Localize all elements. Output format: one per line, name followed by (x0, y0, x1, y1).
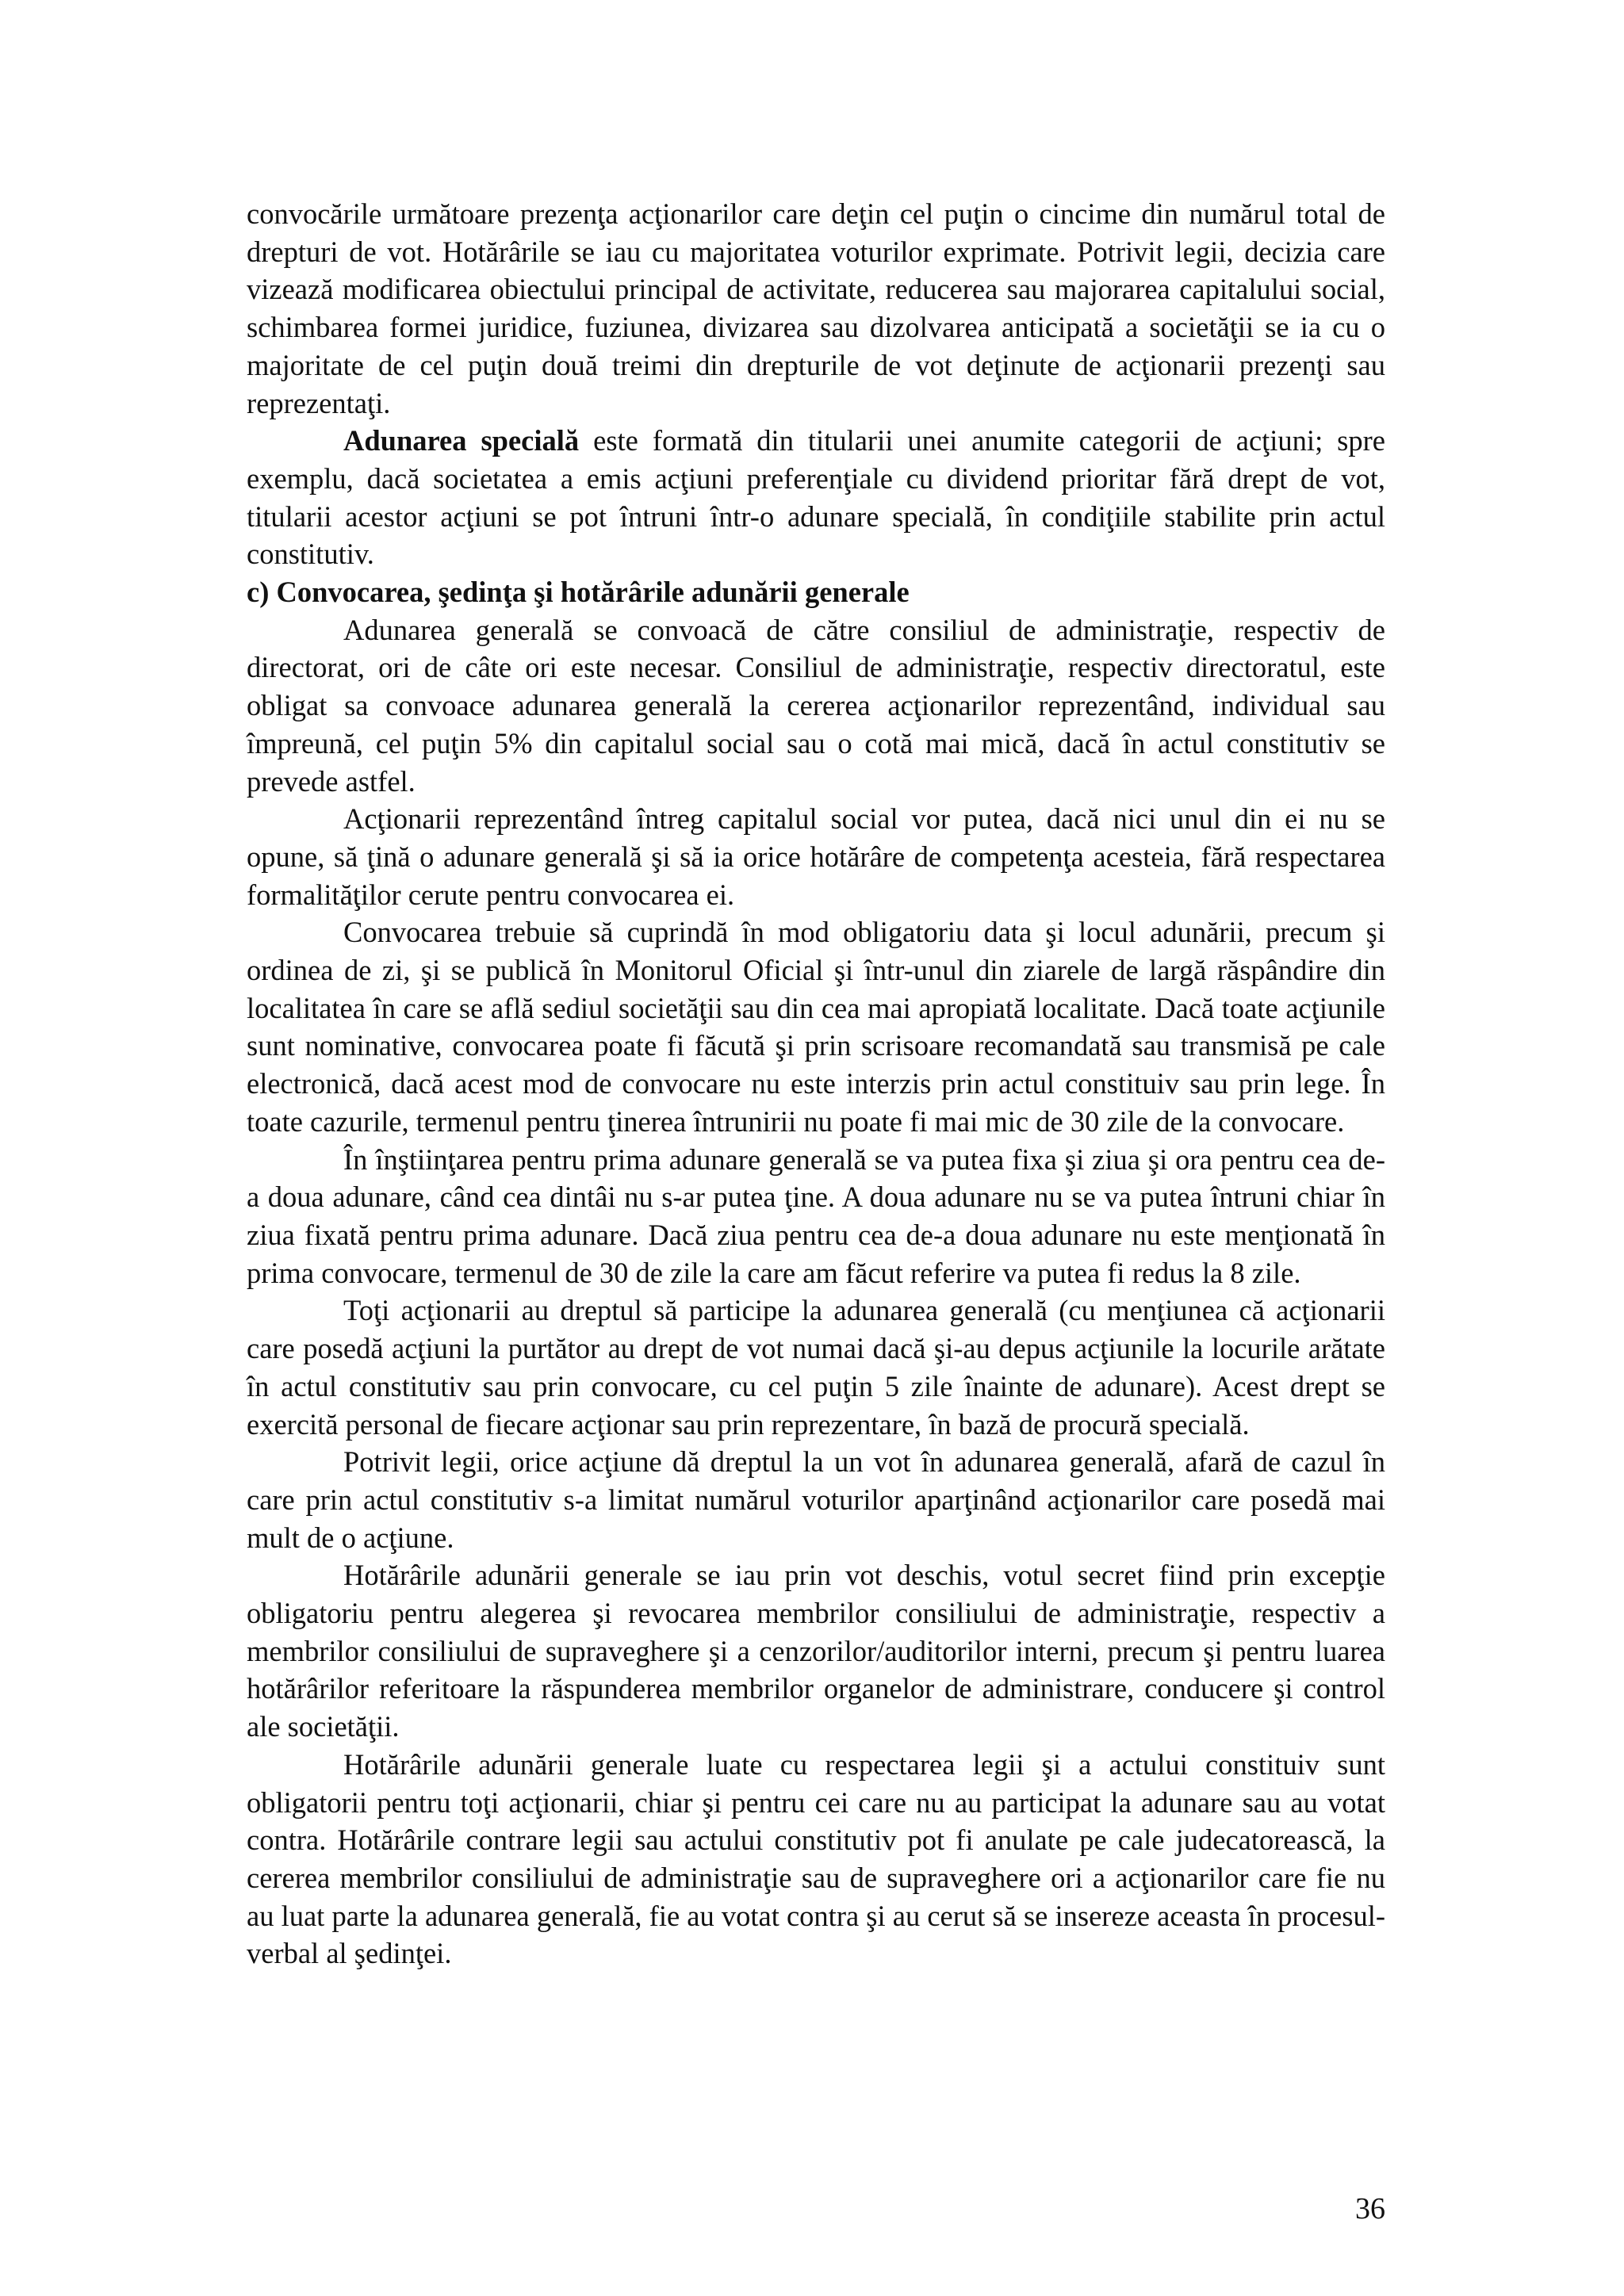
page-number: 36 (1355, 2192, 1385, 2225)
paragraph-10: Hotărârile adunării generale luate cu respectarea legii şi a actului constituiv sunt obligatorii pentru toţi acţionarii, chiar şi pentru cei care nu au participat la adunare sau au votat contra. Hotărârile contrare legii sau actului constitutiv pot fi anulate pe cale judecatorească, la cererea membrilor consiliului de administraţie sau de supraveghere ori a acţionarilor care fie nu au luat parte la adunarea generală, fie au votat contra şi au cerut să se insereze aceasta în procesul-verbal al şedinţei. (247, 1747, 1385, 1970)
paragraph-2-text: este formată din titularii unei anumite categorii de acţiuni; spre exemplu, dacă societatea a emis acţiuni preferenţiale cu dividend prioritar fără drept de vot, titularii acestor acţiuni se pot întruni într-o adunare specială, în condiţiile stabilite prin actul constitutiv. (247, 424, 1385, 571)
paragraph-8: Potrivit legii, orice acţiune dă dreptul la un vot în adunarea generală, afară de cazul în care prin actul constitutiv s-a limitat numărul voturilor aparţinând acţionarilor care posedă mai mult de o acţiune. (247, 1445, 1385, 1554)
paragraph-6: În înştiinţarea pentru prima adunare generală se va putea fixa şi ziua şi ora pentru cea de-a doua adunare, când cea dintâi nu s-ar putea ţine. A doua adunare nu se va putea întruni chiar în ziua fixată pentru prima adunare. Dacă ziua pentru cea de-a doua adunare nu este menţionată în prima convocare, termenul de 30 de zile la care am făcut referire va putea fi redus la 8 zile. (247, 1142, 1385, 1289)
document-body (247, 195, 1385, 1973)
paragraph-9: Hotărârile adunării generale se iau prin vot deschis, votul secret fiind prin excepţie obligatoriu pentru alegerea şi revocarea membrilor consiliului de administraţie, respectiv a membrilor consiliului de supraveghere şi a cenzorilor/auditorilor interni, precum şi pentru luarea hotărârilor referitoare la răspunderea membrilor organelor de administrare, conducere şi control ale societăţii. (247, 1559, 1385, 1743)
paragraph-2-bold-term: Adunarea specială (343, 424, 580, 457)
section-heading: c) Convocarea, şedinţa şi hotărârile adunării generale (247, 576, 910, 609)
paragraph-2 (247, 422, 1385, 573)
paragraph-3: Adunarea generală se convoacă de către consiliul de administraţie, respectiv de directorat, ori de câte ori este necesar. Consiliul de administraţie, respectiv directoratul, este obligat sa convoace adunarea generală la cererea acţionarilor reprezentând, individual sau împreună, cel puţin 5% din capitalul social sau o cotă mai mică, dacă în actul constitutiv se prevede astfel. (247, 613, 1385, 798)
paragraph-1: convocările următoare prezenţa acţionarilor care deţin cel puţin o cincime din numărul total de drepturi de vot. Hotărârile se iau cu majoritatea voturilor exprimate. Potrivit legii, decizia care vizează modificarea obiectului principal de activitate, reducerea sau majorarea capitalului social, schimbarea formei juridice, fuziunea, divizarea sau dizolvarea anticipată a societăţii se ia cu o majoritate de cel puţin două treimi din drepturile de vot deţinute de acţionarii prezenţi sau reprezentaţi. (247, 197, 1385, 419)
paragraph-5: Convocarea trebuie să cuprindă în mod obligatoriu data şi locul adunării, precum şi ordinea de zi, şi se publică în Monitorul Oficial şi într-unul din ziarele de largă răspândire din localitatea în care se află sediul societăţii sau din cea mai apropiată localitate. Dacă toate acţiunile sunt nominative, convocarea poate fi făcută şi prin scrisoare recomandată sau transmisă pe cale electronică, dacă acest mod de convocare nu este interzis prin actul constituiv sau prin lege. În toate cazurile, termenul pentru ţinerea întrunirii nu poate fi mai mic de 30 zile de la convocare. (247, 916, 1385, 1138)
paragraph-4: Acţionarii reprezentând întreg capitalul social vor putea, dacă nici unul din ei nu se opune, să ţină o adunare generală şi să ia orice hotărâre de competenţa acesteia, fără respectarea formalităţilor cerute pentru convocarea ei. (247, 802, 1385, 911)
paragraph-7: Toţi acţionarii au dreptul să participe la adunarea generală (cu menţiunea că acţionarii care posedă acţiuni la purtător au drept de vot numai dacă şi-au depus acţiunile la locurile arătate în actul constitutiv sau prin convocare, cu cel puţin 5 zile înainte de adunare). Acest drept se exercită personal de fiecare acţionar sau prin reprezentare, în bază de procură specială. (247, 1294, 1385, 1441)
